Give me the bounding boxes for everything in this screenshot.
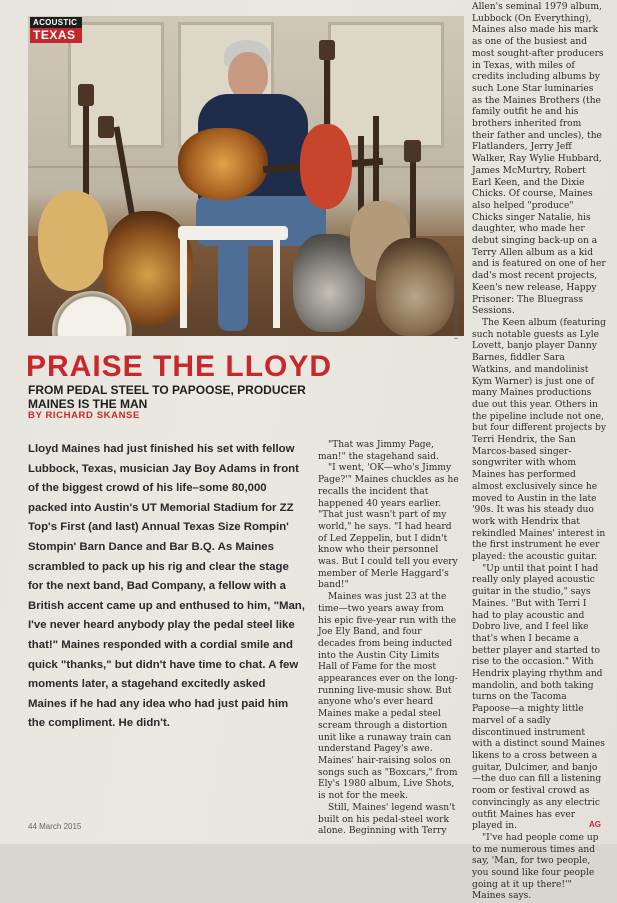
paragraph: Maines was just 23 at the time—two years away from his epic five-year run with the Joe Ely Band, and four decades from being inducted into the Austin City Limits Hall of Fame for the most appearances ever on the long-running live-music show. But anyone who's ever heard Maines make a pedal steel scream through a distortion unit like a runaway train can understand Pagey's awe. Maines' hair-raising solos on songs such as "Boxcars," from Ely's 1980 album, Live Shots, is not for the meek. — [318, 592, 458, 802]
section-tag — [30, 17, 82, 43]
paragraph: Allen's seminal 1979 album, Lubbock (On Everything), Maines also made his mark as one of the busiest and most sought-after producers in Texas, with miles of credits including albums by such Lone Star luminaries as the Maines Brothers (the family outfit he and his brothers inherited from their father and uncles), the Flatlanders, Jerry Jeff Walker, Ray Wylie Hubbard, James McMurtry, Robert Earl Keen, and the Dixie Chicks. Of course, Maines also helped "produce" Chicks singer Natalie, his daughter, who made her debut singing back-up on a Terry Allen album as a kid and is featured on one of her dad's most recent projects, Keen's new release, Happy Prisoner: The Bluegrass Sessions. — [472, 2, 606, 317]
guitar-natural — [38, 191, 108, 291]
deck: FROM PEDAL STEEL TO PAPOOSE, PRODUCER MAINES IS THE MAN — [28, 383, 306, 411]
headline: PRAISE THE LLOYD — [26, 350, 333, 383]
section-tag-top: ACOUSTIC — [30, 17, 82, 28]
window-right — [328, 22, 444, 148]
end-mark: AG — [589, 820, 601, 829]
resonator-guitar-brass — [376, 238, 454, 336]
guitar-headstock — [319, 40, 335, 60]
lede-paragraph: Lloyd Maines had just finished his set with fellow Lubbock, Texas, musician Jay Boy Adams in front of the biggest crowd of his life–some 80,000 packed into Austin's UT Memorial Stadium for ZZ Top's First (and last) Annual Texas Size Rompin' Stompin' Barn Dance and Bar B.Q. As Maines scrambled to pack up his rig and clear the stage for the next band, Bad Company, a fellow with a British accent came up and enthused to him, "Man, I've never heard anybody play the pedal steel like that!" Maines responded with a cordial smile and quick "thanks," but didn't have time to chat. A few moments later, a stagehand excitedly asked Maines if he had any idea who had just paid him the compliment. He didn't. — [28, 443, 305, 730]
person-face — [228, 52, 268, 100]
paragraph: "I went, 'OK—who's Jimmy Page?'" Maines chuckles as he recalls the incident that happened 40 years earlier. "That just wasn't part of my world," he says. "I had heard of Led Zeppelin, but I didn't know who their personnel was. But I could tell you every member of Merle Haggard's band!" — [318, 463, 459, 591]
guitar-red — [300, 124, 352, 209]
paragraph: Still, Maines' legend wasn't built on his pedal-steel work alone. Beginning with Terry — [318, 802, 456, 837]
folio: 44 March 2015 — [28, 822, 82, 831]
guitar-headstock — [78, 84, 94, 106]
byline: BY RICHARD SKANSE — [28, 410, 140, 421]
stool-leg — [180, 238, 187, 328]
guitar-headstock — [404, 140, 421, 162]
person-leg — [218, 236, 248, 331]
photo-credit: TINA MAINES PHOTO — [454, 279, 460, 340]
paragraph: The Keen album (featuring such notable guests as Lyle Lovett, banjo player Danny Barnes, fiddler Sara Watkins, and mandolinist Kym Warner) is just one of many Maines productions due out this year. Others in the pipeline include not one, but four different projects by Terri Hendrix, the San Marcos-based singer-songwriter with whom Maines has performed almost exclusively since he moved to Austin in the late '90s. It was his steady duo work with Hendrix that rekindled Maines' interest in the first instrument he ever played: the acoustic guitar. — [472, 317, 606, 563]
guitar-headstock — [98, 116, 114, 138]
feature-photo — [28, 16, 464, 336]
paragraph: "Up until that point I had really only played acoustic guitar in the studio," says Maines. "But with Terri I had to play acoustic and Dobro live, and I feel like that's when I became a better player and started to rise to the occasion." With Hendrix playing rhythm and mandolin, and both taking turns on the Tacoma Papoose—a mighty little marvel of a sadly discontinued instrument with a distinct sound Maines likens to a cross between a guitar, Dulcimer, and banjo—the duo can fill a listening room or festival crowd as convincingly as any electric outfit Maines has ever played in. — [472, 563, 605, 832]
body-column-2 — [318, 440, 460, 838]
stool-leg — [273, 238, 280, 328]
stool-seat — [178, 226, 288, 240]
section-tag-bottom: TEXAS — [30, 28, 82, 43]
paragraph: "I've had people come up to me numerous times and say, 'Man, for two people, you sound like four people going at it up there!'" Maines says. — [472, 832, 599, 902]
guitar-held — [178, 128, 268, 200]
paragraph: "That was Jimmy Page, man!" the stagehand said. — [318, 440, 439, 462]
body-column-3 — [472, 2, 606, 903]
